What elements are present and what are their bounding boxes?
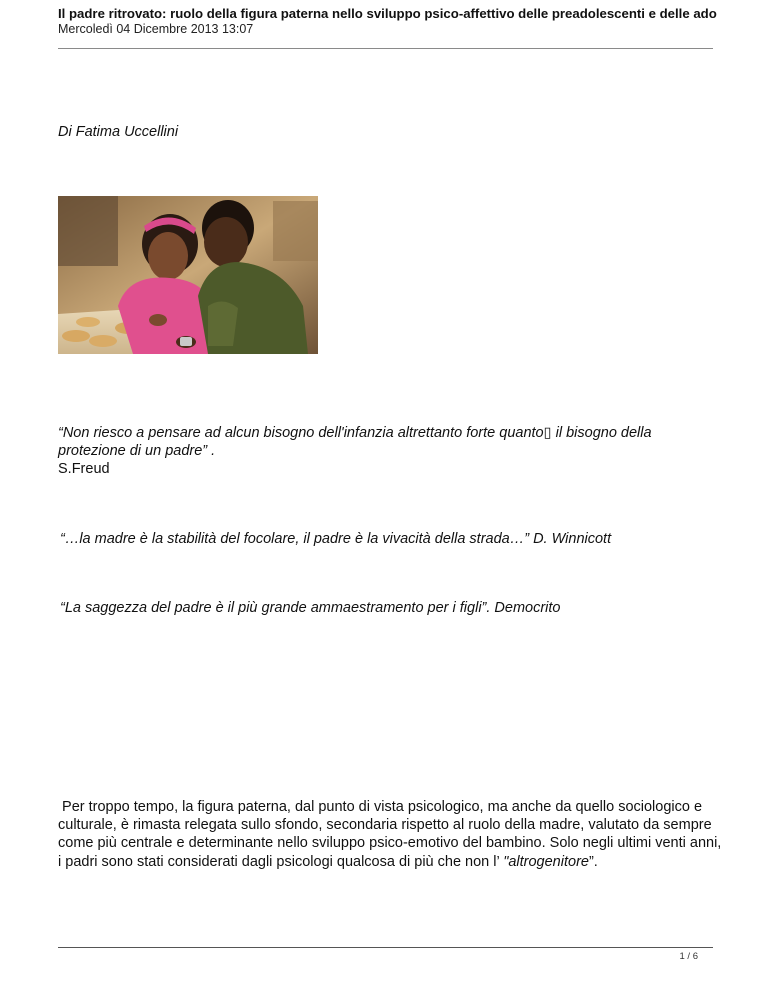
paragraph-end: ”. <box>588 853 598 870</box>
document-title: Il padre ritrovato: ruolo della figura paterna nello sviluppo psico-affettivo delle preadolescenti e delle ado <box>58 6 717 21</box>
header-divider <box>58 48 713 49</box>
quote-freud: “Non riesco a pensare ad alcun bisogno dell'infanzia altrettanto forte quanto▯ il bisogno della protezione di un padre” . <box>58 425 652 459</box>
paragraph-emphasis: "altrogenitore <box>503 853 589 870</box>
paragraph-text: Per troppo tempo, la figura paterna, dal punto di vista psicologico, ma anche da quello sociologico e culturale, è rimasta relegata sullo sfondo, secondaria rispetto al ruolo della madre, valutato da sempre come più centrale e determinante nello sviluppo psico-emotivo del bambino. Solo negli ultimi venti anni, i padri sono stati considerati dagli psicologi qualcosa di più che non l’ <box>58 799 722 870</box>
quote-winnicott: “…la madre è la stabilità del focolare, il padre è la vivacità della strada…” D. Winnicott <box>60 531 612 547</box>
page-number: 1 / 6 <box>679 951 698 962</box>
footer-divider <box>58 947 713 948</box>
photo-father-daughter-baking <box>58 196 318 354</box>
article-paragraph <box>58 798 728 871</box>
article-photo <box>58 196 318 354</box>
article-author: Di Fatima Uccellini <box>58 124 179 140</box>
document-date: Mercoledì 04 Dicembre 2013 13:07 <box>58 22 254 36</box>
page-header <box>58 6 768 37</box>
quote-freud-author: S.Freud <box>58 461 110 477</box>
quote-democrito: “La saggezza del padre è il più grande ammaestramento per i figli”. Democrito <box>60 600 561 616</box>
